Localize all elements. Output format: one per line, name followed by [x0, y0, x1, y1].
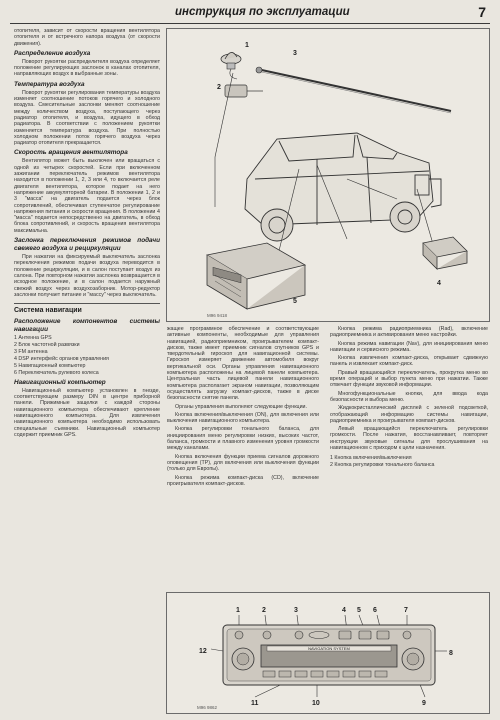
tone-button-text: Кнопка регулировки тонального баланса, для инициирования меню регулировки низких, высоких частот, баланса, громкости и плавного изменения уровня громкости между каналами.	[167, 426, 319, 452]
recirculation-text: При нажатии на фиксируемый выключатель заслонка переключения режимов подачи воздуха переводится в положение рециркуляции, и в салон поступает воздух из салона. При повторном нажатии заслонка возвращается в исходное положение, и в салон подается наружный свежий воздух через воздухозаборник. Мотор-редуктор заслонки получает питание и "массу" через выключатель.	[14, 254, 160, 298]
callout-label: 2	[262, 607, 266, 614]
section-heading-fan-speed: Скорость вращения вентилятора	[14, 149, 128, 157]
lcd-display-text: Жидкокристаллический дисплей с зеленой подсветкой, отображающий информацию системы навигации, радиоприемника и проигрывателя компакт-дисков.	[330, 405, 488, 424]
callout-label: 1	[236, 607, 240, 614]
screen-label: NAVIGATION SYSTEM	[308, 646, 350, 651]
page-number: 7	[478, 4, 486, 20]
section-heading-recirculation: Заслонка переключения режимов подачи свежего воздуха и рециркуляции	[14, 237, 160, 253]
list-item: 2 Блок частотной развязки	[14, 341, 80, 348]
legend-item: 2 Кнопка регулировки тонального баланса	[330, 462, 435, 469]
navigation-components-heading: Расположение компонентов системы навигации	[14, 318, 160, 334]
fan-speed-text: Вентилятор может быть выключен или вращаться с одной из четырех скоростей. Если при включенном зажигании переключатель режимов вентилятора находится в положении 1, 2, 3 или 4, то включается реле двигателя вентилятора, которое подает на него напряжение аккумуляторной батареи. В положении 1, 2 и 3 "масса" на двигатель подается через блок сопротивлений, обеспечивая ступенчатое регулирование напряжения питания и скорости вращения. В положении 4 "масса" подается непосредственно на двигатель, в обход блока сопротивлений, и скорость вращения вентилятора максимальна.	[14, 158, 160, 234]
nav-button-text: Кнопка режима навигации (Nav), для инициирования меню навигации и сервисного режима.	[330, 340, 488, 353]
section-heading-air-distribution: Распределение воздуха	[14, 49, 91, 57]
callout-label: 7	[404, 607, 408, 614]
list-item: 3 FM антенна	[14, 348, 48, 355]
callout-label: 3	[294, 607, 298, 614]
navigation-components-figure	[166, 28, 490, 322]
car-illustration	[167, 29, 489, 321]
multifunction-buttons-text: Многофункциональные кнопки, для ввода кода безопасности и выбора меню.	[330, 390, 488, 403]
controls-intro-text: Органы управления выполняют следующие функции.	[175, 403, 307, 410]
gps-antenna-drawing	[221, 52, 241, 79]
right-knob-text: Правый вращающийся переключатель, прокрутка меню во время операций и выбор пункта меню при нажатии. Также отвечает функции звуковой информации.	[330, 369, 488, 389]
callout-label: 4	[342, 607, 346, 614]
left-column	[14, 28, 160, 440]
left-knob-text: Левый вращающийся переключатель регулировки громкости. После нажатия, восстанавливает, повторяет инструкции звуковые сигналы для прослушивания на навигационном с приходом к цели назначения.	[330, 426, 488, 452]
nav-computer-continued-text: жащее программное обеспечение и соответствующие активные компоненты, необходимые для управления навигацией, радиоприемником, проигрывателем компакт-дисков, также имеет приемник сигналов спутников GPS и твердотельный гироскоп для навигационной системы. Гироскоп измеряет движение автомобиля вокруг вертикальной оси. Органы управления навигационного компьютера расположены на лицевой панели компьютера. Центральная часть лицевой панели навигационного компьютера располагает экраном навигации, позволяющим осуществлять загрузку компакт-дисков, также в диске безопасности снятие панели.	[167, 326, 319, 402]
callout-label: 10	[312, 700, 320, 707]
right-column	[330, 326, 488, 469]
callout-label: 11	[251, 700, 259, 707]
nav-computer-text: Навигационный компьютер установлен в гнезде, соответствующем размеру DIN в центре приборной панели. Прижимные защелки с каждой стороны навигационного компьютера обеспечивают крепление навигационного компьютера. Для извлечения навигационного компьютера необходимо использовать специальные съемники. Навигационный компьютер содержит приемник GPS.	[14, 387, 160, 438]
figure-legend	[330, 455, 488, 468]
air-temperature-text: Поворот рукоятки регулирования температуры воздуха изменяет соотношение потоков горячего и холодного воздуха. Смесительные заслонки меняют соотношение между количеством воздуха, поступающего через радиатор отопителя, и воздуха, идущего в обход радиатора. В соответствии с положением рукоятки изменяется температура воздуха. При полностью холодном положении поток горячего воздуха через радиатор отопителя прекращается.	[14, 89, 160, 147]
fm-antenna-drawing	[256, 67, 451, 113]
on-button-text: Кнопка включения/выключения (ON), для включения или выключения навигационного компьютера.	[167, 411, 319, 425]
callout-label: 6	[373, 607, 377, 614]
dsp-module-drawing	[423, 237, 467, 269]
figure-code: M96 9418	[207, 313, 228, 318]
callout-label: 9	[422, 700, 426, 707]
page-header	[10, 4, 490, 24]
eject-button-text: Кнопка извлечения компакт-диска, открывает сдвижную панель и извлекает компакт-диск.	[330, 355, 488, 368]
navigation-components-list	[14, 335, 160, 376]
callout-label: 5	[357, 607, 361, 614]
callout-label: 1	[245, 42, 249, 49]
callout-label: 2	[217, 84, 221, 91]
air-distribution-text: Поворот рукоятки распределителя воздуха определяет положение регулирующих заслонок в каналах отопителя, направляющих воздух в выбранные зоны.	[14, 58, 160, 78]
nav-computer-drawing	[207, 243, 305, 309]
legend-item: 1 Кнопка включения/выключения	[330, 455, 412, 462]
nav-computer-front-panel-figure	[166, 592, 490, 714]
list-item: 5 Навигационный компьютер	[14, 362, 86, 369]
section-heading-air-temperature: Температура воздуха	[14, 80, 85, 88]
rad-button-text: Кнопка режима радиоприемника (Rad), включение радиоприемника и активирования меню настройки.	[330, 326, 488, 339]
callout-label: 5	[293, 298, 297, 305]
tp-button-text: Кнопка включения функции приема сигналов дорожного оповещения (TP), для включения или выключения функции (только для Европы).	[167, 453, 319, 473]
callout-label: 4	[437, 280, 441, 287]
callout-label: 8	[449, 650, 453, 657]
callout-label: 12	[199, 648, 207, 655]
frequency-filter-drawing	[225, 85, 263, 97]
list-item: 6 Переключатель рулевого колеса	[14, 369, 99, 376]
intro-paragraph: отопителя, зависит от скорости вращения вентилятора отопителя и от встречного напора воздуха (от скорости движения).	[14, 28, 160, 47]
middle-column	[167, 326, 319, 489]
figure-code: M96 9862	[197, 705, 218, 710]
list-item: 1 Антенна GPS	[14, 335, 52, 342]
cd-button-text: Кнопка режима компакт-диска (CD), включение проигрывателя компакт-дисков.	[167, 474, 319, 487]
header-title: инструкция по эксплуатации	[175, 6, 350, 18]
list-item: 4 DSP интерфейс органов управления	[14, 355, 109, 362]
section-heading-nav-computer: Навигационный компьютер	[14, 378, 106, 386]
car-body-drawing	[245, 133, 441, 241]
callout-label: 3	[293, 50, 297, 57]
section-heading-navigation: Система навигации	[14, 303, 160, 315]
front-panel-illustration	[167, 593, 489, 713]
